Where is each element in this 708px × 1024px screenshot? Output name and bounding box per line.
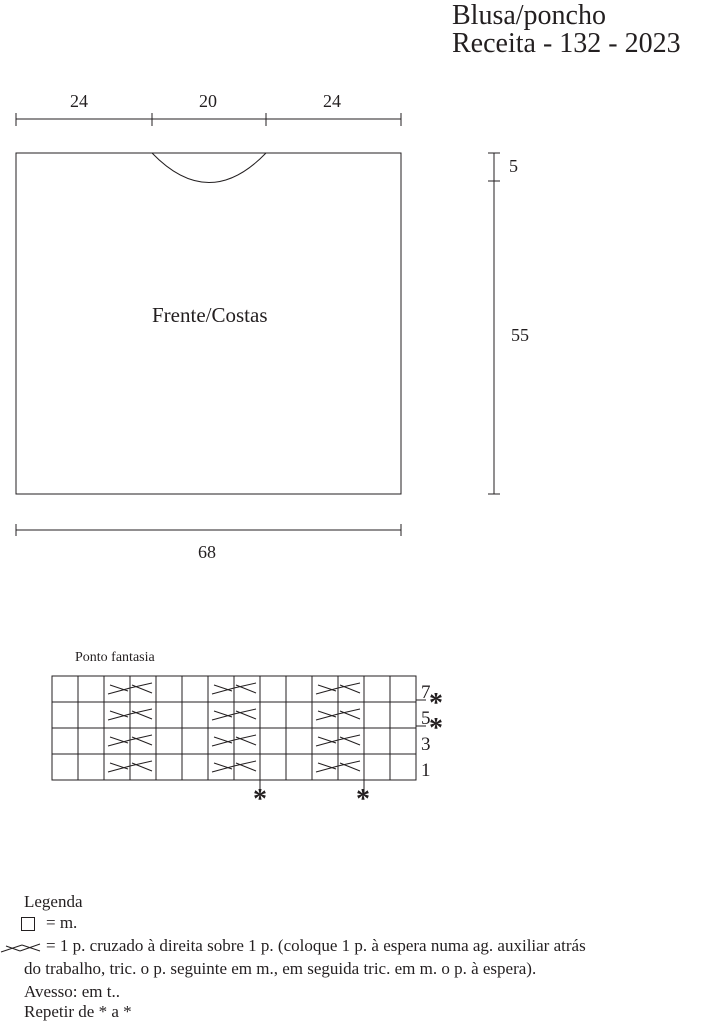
cross-stitch-symbol [214,685,232,691]
cross-stitch-symbol [318,763,336,769]
legend-cross-line1: = 1 p. cruzado à direita sobre 1 p. (coloque 1 p. à espera numa ag. auxiliar atrás [46,936,586,955]
cross-stitch-symbol [340,711,360,719]
recipe-number: Receita - 132 - 2023 [452,28,681,59]
dim-right-shoulder: 24 [323,91,341,111]
cross-stitch-symbol [236,685,256,693]
repeat-star-start: * [253,784,267,815]
cross-stitch-symbol [110,763,128,769]
row-number-1: 1 [421,760,431,781]
cross-stitch-symbol [132,763,152,771]
cross-stitch-icon [0,936,44,958]
cross-stitch-symbol [318,711,336,717]
row-number-7: 7 [421,682,431,703]
repeat-star-right-top: * [429,688,443,719]
cross-stitch-symbol [110,737,128,743]
legend-heading: Legenda [24,892,83,911]
cross-stitch-symbol [132,737,152,745]
row-number-3: 3 [421,734,431,755]
dim-left-shoulder: 24 [70,91,88,111]
cross-stitch-symbol [214,711,232,717]
cross-stitch-symbol [340,763,360,771]
chart-title: Ponto fantasia [75,650,155,665]
repeat-star-right-bottom: * [429,713,443,744]
cross-stitch-symbol [214,737,232,743]
cross-stitch-symbol [318,737,336,743]
pattern-name: Blusa/poncho [452,0,606,31]
cross-stitch-symbol [132,711,152,719]
cross-stitch-symbol [340,685,360,693]
cross-stitch-symbol [236,763,256,771]
cross-stitch-symbol [236,711,256,719]
row-number-5: 5 [421,708,431,729]
cross-stitch-symbol [132,685,152,693]
legend-avesso: Avesso: em t.. [24,982,121,1001]
dim-neck-depth: 5 [509,156,518,176]
dim-neck-width: 20 [199,91,217,111]
cross-stitch-symbol [110,685,128,691]
cross-stitch-symbol [318,685,336,691]
cross-stitch-symbol [340,737,360,745]
cross-stitch-symbol [214,763,232,769]
cross-stitch-symbol [110,711,128,717]
dim-width: 68 [198,542,216,562]
dim-height: 55 [511,325,529,345]
cross-stitch-symbol [236,737,256,745]
knit-square-icon [21,917,35,931]
piece-label: Frente/Costas [152,303,268,327]
repeat-star-end: * [356,784,370,815]
legend-knit: = m. [46,913,78,932]
legend-repeat: Repetir de * a * [24,1002,132,1021]
legend-cross-line2: do trabalho, tric. o p. seguinte em m., em seguida tric. em m. o p. à espera). [24,959,537,978]
